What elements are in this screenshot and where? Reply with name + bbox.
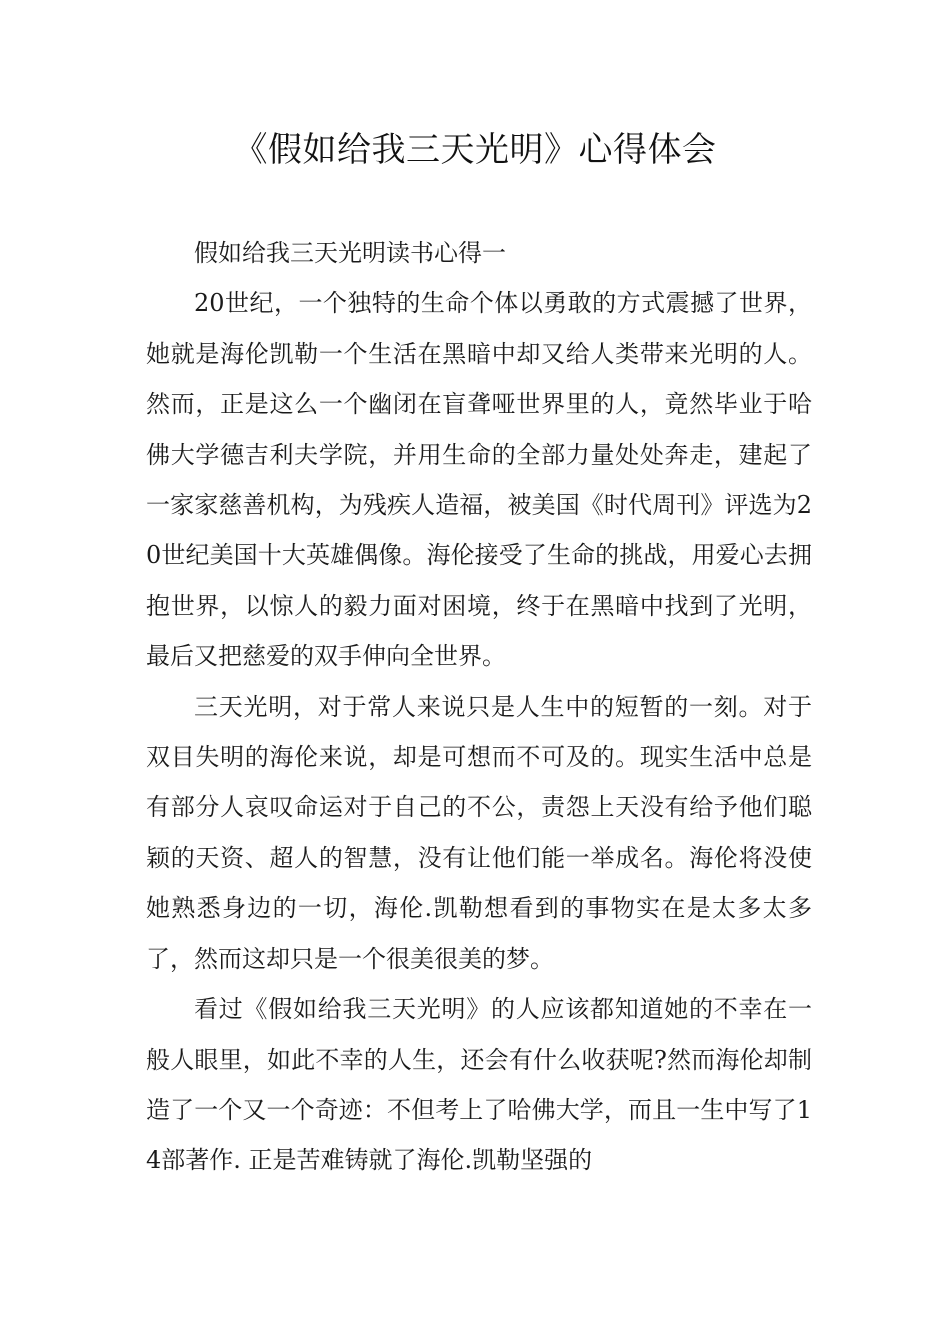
paragraph-subtitle: 假如给我三天光明读书心得一: [194, 239, 506, 267]
paragraph-1: 20世纪，一个独特的生命个体以勇敢的方式震撼了世界，她就是海伦凯勒一个生活在黑暗中却又给人类带来光明的人。然而，正是这么一个幽闭在盲聋哑世界里的人，竟然毕业于哈佛大学德吉利夫学院，并用生命的全部力量处处奔走，建起了一家家慈善机构，为残疾人造福，被美国《时代周刊》评选为20世纪美国十大英雄偶像。海伦接受了生命的挑战，用爱心去拥抱世界，以惊人的毅力面对困境，终于在黑暗中找到了光明，最后又把慈爱的双手伸向全世界。: [146, 289, 812, 671]
document-body: [146, 228, 812, 1186]
paragraph-2: 三天光明，对于常人来说只是人生中的短暂的一刻。对于双目失明的海伦来说，却是可想而不可及的。现实生活中总是有部分人哀叹命运对于自己的不公，责怨上天没有给予他们聪颖的天资、超人的智慧，没有让他们能一举成名。海伦将没使她熟悉身边的一切，海伦.凯勒想看到的事物实在是太多太多了，然而这却只是一个很美很美的梦。: [146, 692, 812, 973]
paragraph-3: 看过《假如给我三天光明》的人应该都知道她的不幸在一般人眼里，如此不幸的人生，还会有什么收获呢?然而海伦却制造了一个又一个奇迹：不但考上了哈佛大学，而且一生中写了14部著作. 正是苦难铸就了海伦.凯勒坚强的: [146, 995, 812, 1175]
document-title: 《假如给我三天光明》心得体会: [233, 130, 717, 170]
